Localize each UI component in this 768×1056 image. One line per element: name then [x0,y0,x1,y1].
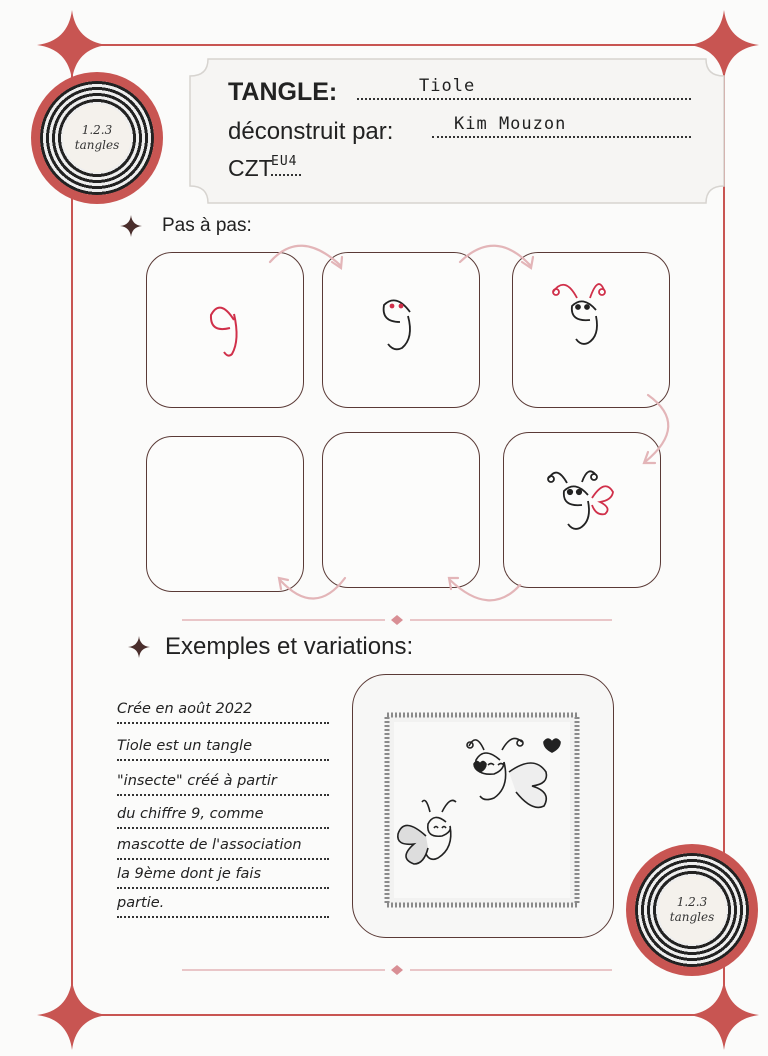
sparkle-icon [128,636,150,658]
steps-title: Pas à pas: [162,215,252,236]
nine-drawing-icon [211,308,237,356]
example-text-line: du chiffre 9, comme [117,801,329,829]
arrow-icon [460,246,530,265]
example-text-line: la 9ème dont je fais [117,861,329,889]
examples-title: Exemples et variations: [165,633,414,660]
logo-line1: 1.2.3 [676,895,708,909]
insect-with-wings-drawing-icon [548,471,613,529]
tangle-value: Tiole [357,76,691,100]
deconstruit-label: déconstruit par: [228,118,394,145]
logo-line2: tangles [74,138,120,152]
tangle-label: TANGLE: [228,78,338,106]
logo-line1: 1.2.3 [81,123,113,137]
example-text-line: Tiole est un tangle [117,733,329,761]
example-text-line: partie. [117,890,329,918]
arrow-icon [280,578,345,599]
logo-badge [626,844,758,976]
czt-value: EU4 [271,154,301,176]
insect-head-drawing-icon [553,284,605,344]
example-text-line: mascotte de l'association [117,832,329,860]
example-text-line: "insecte" créé à partir [117,768,329,796]
logo-line2: tangles [669,910,715,924]
arrow-icon [450,580,520,600]
example-text-line: Crée en août 2022 [117,696,329,724]
deconstruit-value: Kim Mouzon [432,114,691,138]
nine-face-drawing-icon [384,300,410,349]
czt-label: CZT [228,155,273,181]
arrow-icon [270,246,340,265]
example-tile [384,712,580,908]
